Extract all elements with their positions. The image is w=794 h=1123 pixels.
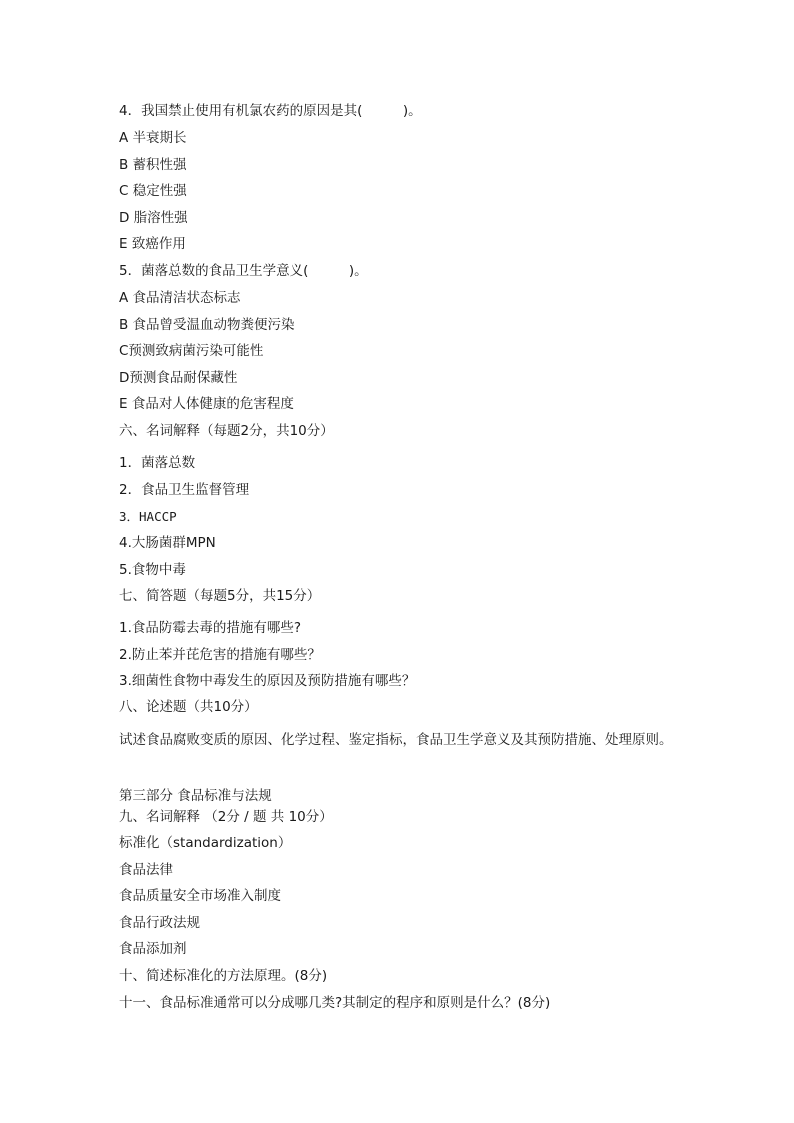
- section-9-item-5: 食品添加剂: [119, 941, 187, 957]
- question-4-option-a: A 半衰期长: [119, 130, 187, 146]
- question-4-option-e: E 致癌作用: [119, 236, 186, 252]
- section-6-item-4: 4.大肠菌群MPN: [119, 535, 216, 551]
- question-5-option-e: E 食品对人体健康的危害程度: [119, 396, 294, 412]
- question-5-option-a: A 食品清洁状态标志: [119, 290, 241, 306]
- part-3-title: 第三部分 食品标准与法规: [119, 788, 272, 804]
- section-6-item-5: 5.食物中毒: [119, 562, 186, 578]
- section-9-heading: 九、名词解释 （2分 / 题 共 10分）: [119, 809, 333, 825]
- question-4-option-c: C 稳定性强: [119, 183, 187, 199]
- section-10-heading: 十、简述标准化的方法原理。(8分): [119, 968, 328, 984]
- question-5-stem: 5．菌落总数的食品卫生学意义( )。: [119, 263, 368, 279]
- section-7-heading: 七、简答题（每题5分，共15分）: [119, 588, 321, 604]
- section-7-item-3: 3.细菌性食物中毒发生的原因及预防措施有哪些？: [119, 673, 416, 689]
- question-4-option-d: D 脂溶性强: [119, 210, 188, 226]
- section-9-item-3: 食品质量安全市场准入制度: [119, 888, 281, 904]
- section-9-item-4: 食品行政法规: [119, 915, 200, 931]
- section-7-item-1: 1.食品防霉去毒的措施有哪些?: [119, 620, 302, 636]
- section-6-item-3: 3．HACCP: [119, 509, 177, 524]
- question-4-option-b: B 蓄积性强: [119, 157, 187, 173]
- section-6-heading: 六、名词解释（每题2分，共10分）: [119, 423, 334, 439]
- section-9-item-2: 食品法律: [119, 862, 173, 878]
- section-7-item-2: 2.防止苯并芘危害的措施有哪些？: [119, 647, 321, 663]
- question-5-option-d: D预测食品耐保藏性: [119, 370, 238, 386]
- question-4-stem: 4．我国禁止使用有机氯农药的原因是其( )。: [119, 103, 422, 119]
- question-5-option-c: C预测致病菌污染可能性: [119, 343, 264, 359]
- section-9-item-1: 标准化（standardization）: [119, 835, 292, 851]
- section-11-heading: 十一、食品标准通常可以分成哪几类?其制定的程序和原则是什么？(8分): [119, 995, 551, 1011]
- section-6-item-2: 2．食品卫生监督管理: [119, 482, 250, 498]
- section-6-item-1: 1．菌落总数: [119, 455, 196, 471]
- question-5-option-b: B 食品曾受温血动物粪便污染: [119, 317, 295, 333]
- section-8-heading: 八、论述题（共10分）: [119, 699, 258, 715]
- section-8-body: 试述食品腐败变质的原因、化学过程、鉴定指标，食品卫生学意义及其预防措施、处理原则。: [119, 732, 673, 748]
